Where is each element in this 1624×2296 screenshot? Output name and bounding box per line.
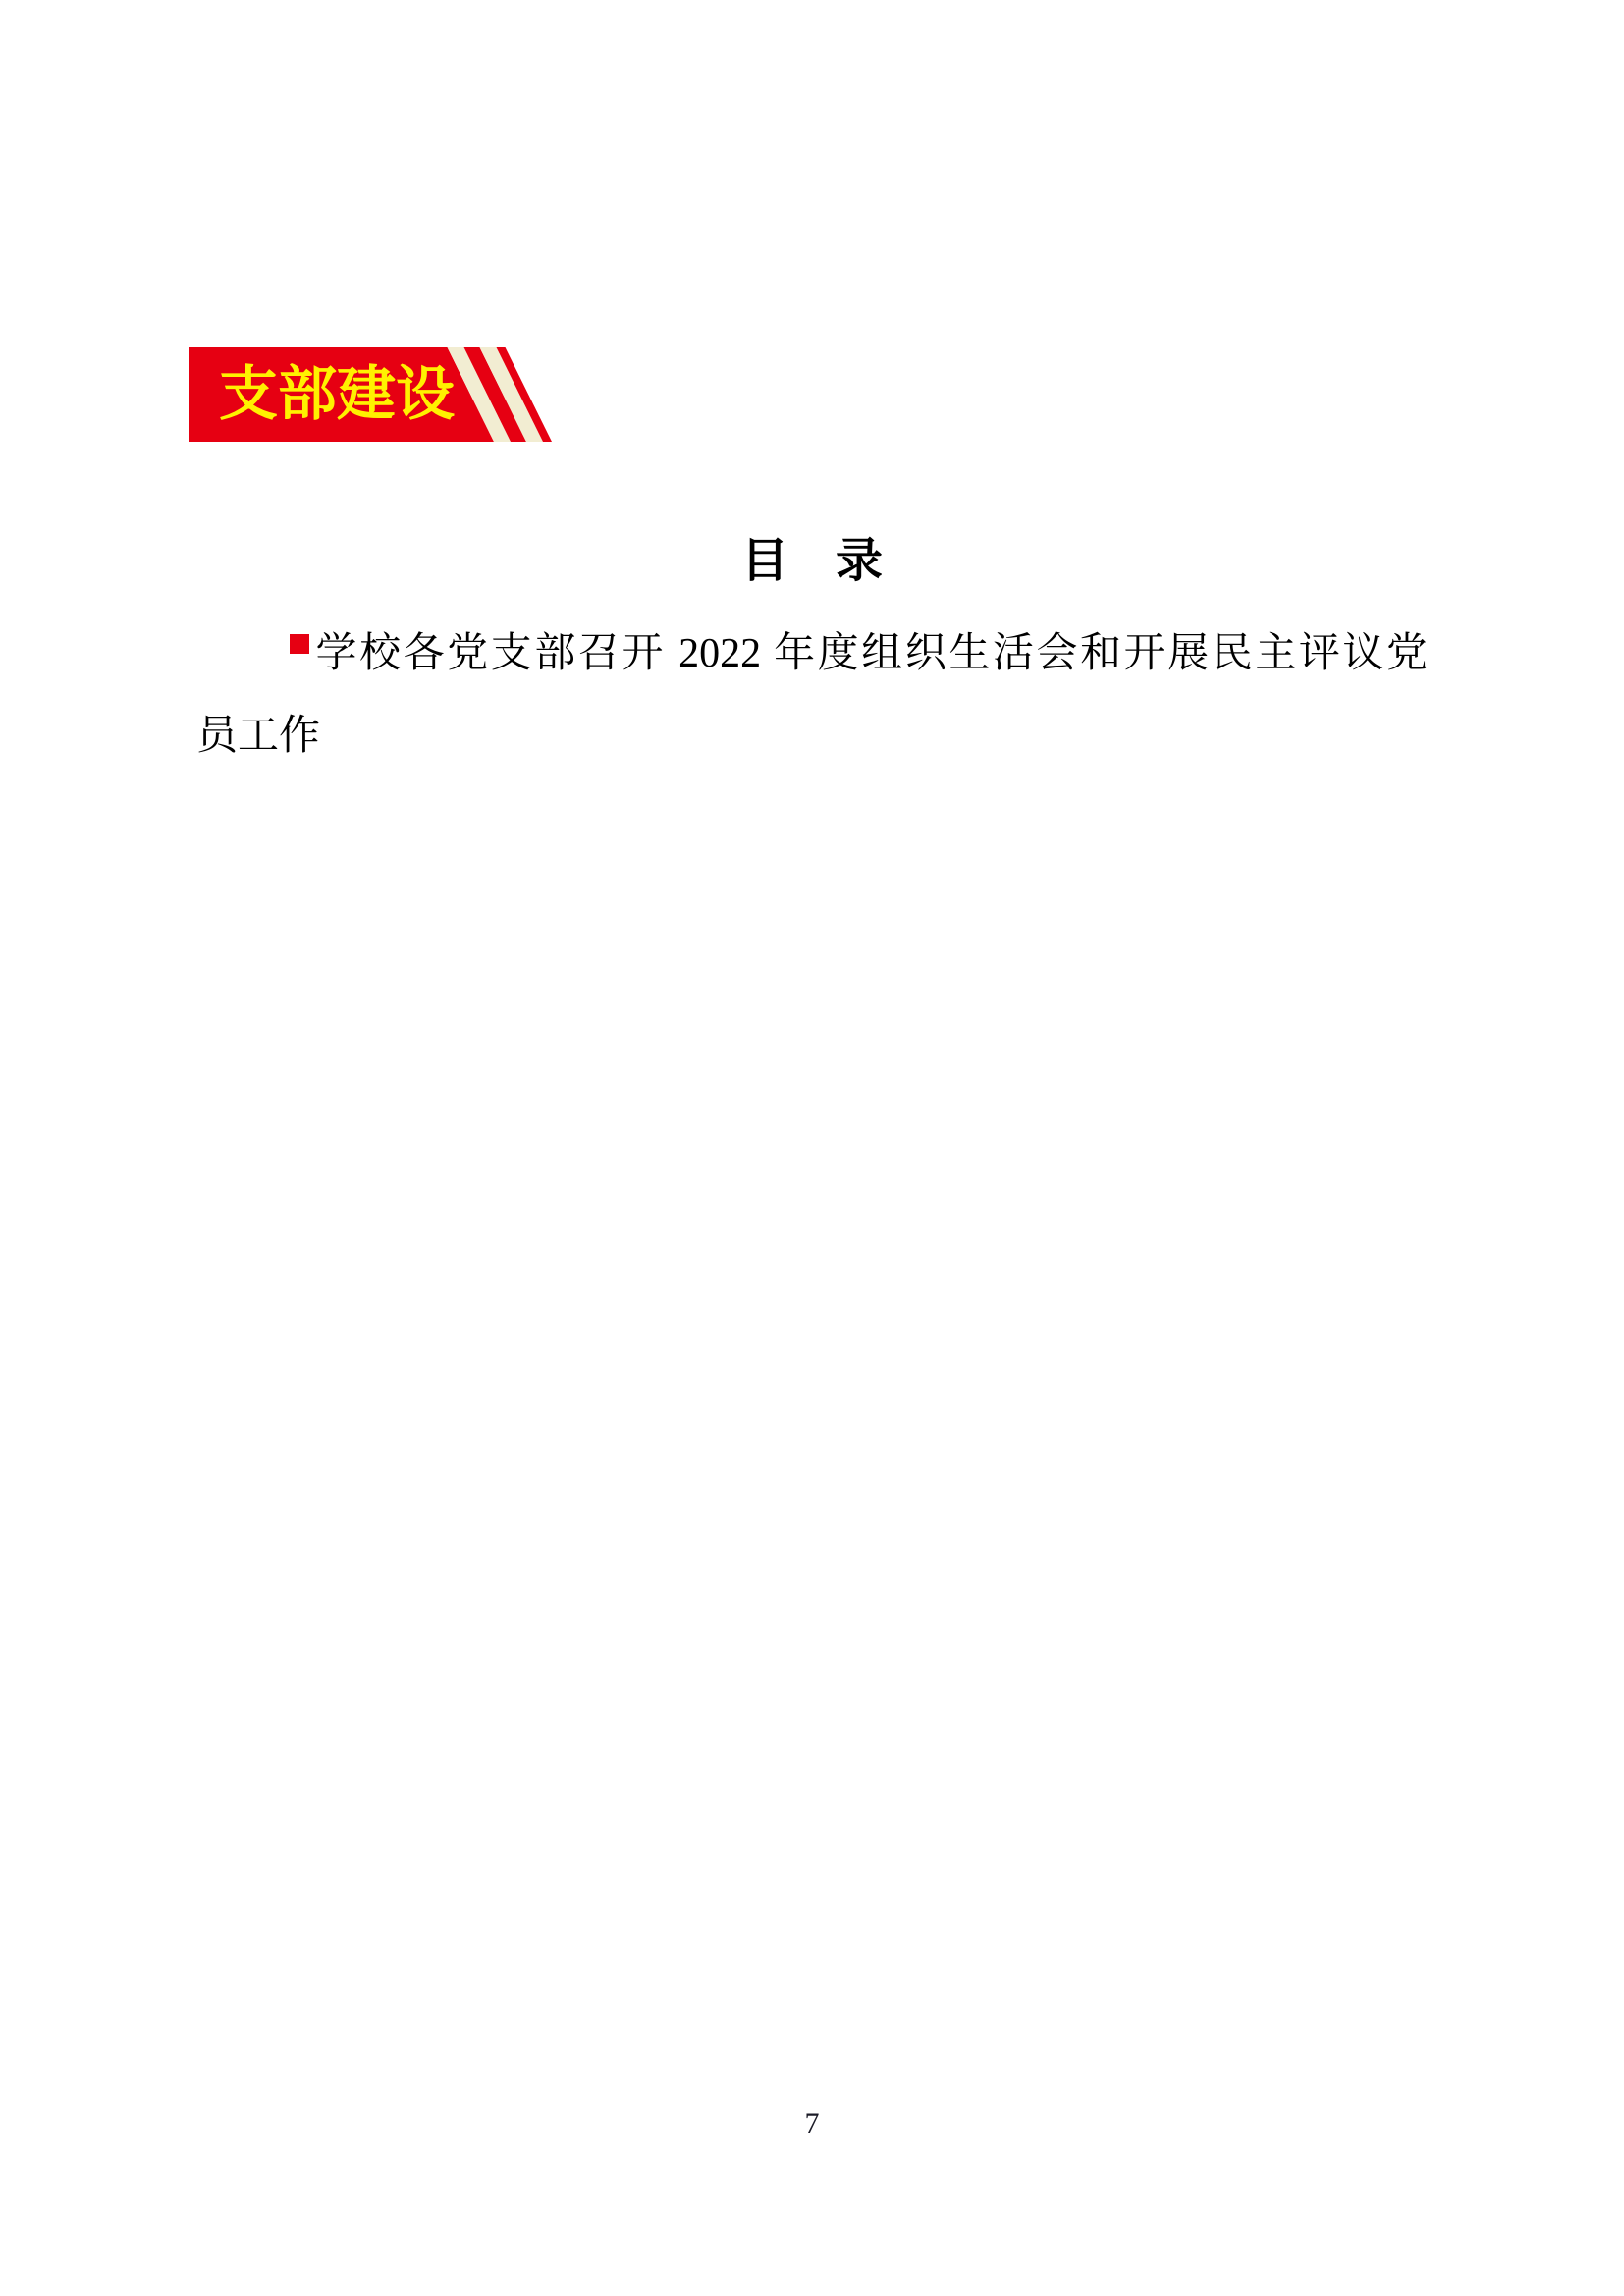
page-number: 7	[804, 2108, 820, 2140]
toc-entry-line-2: 员工作	[196, 714, 321, 759]
toc-entry-line-1	[196, 613, 1428, 695]
red-square-bullet-icon	[290, 634, 309, 654]
toc-title: 目 录	[740, 535, 883, 587]
section-banner-label: 支部建设	[219, 361, 455, 427]
toc-entry	[196, 613, 1428, 777]
section-banner	[189, 347, 562, 442]
toc-entry-text-line-1: 学校各党支部召开 2022 年度组织生活会和开展民主评议党	[313, 631, 1428, 676]
